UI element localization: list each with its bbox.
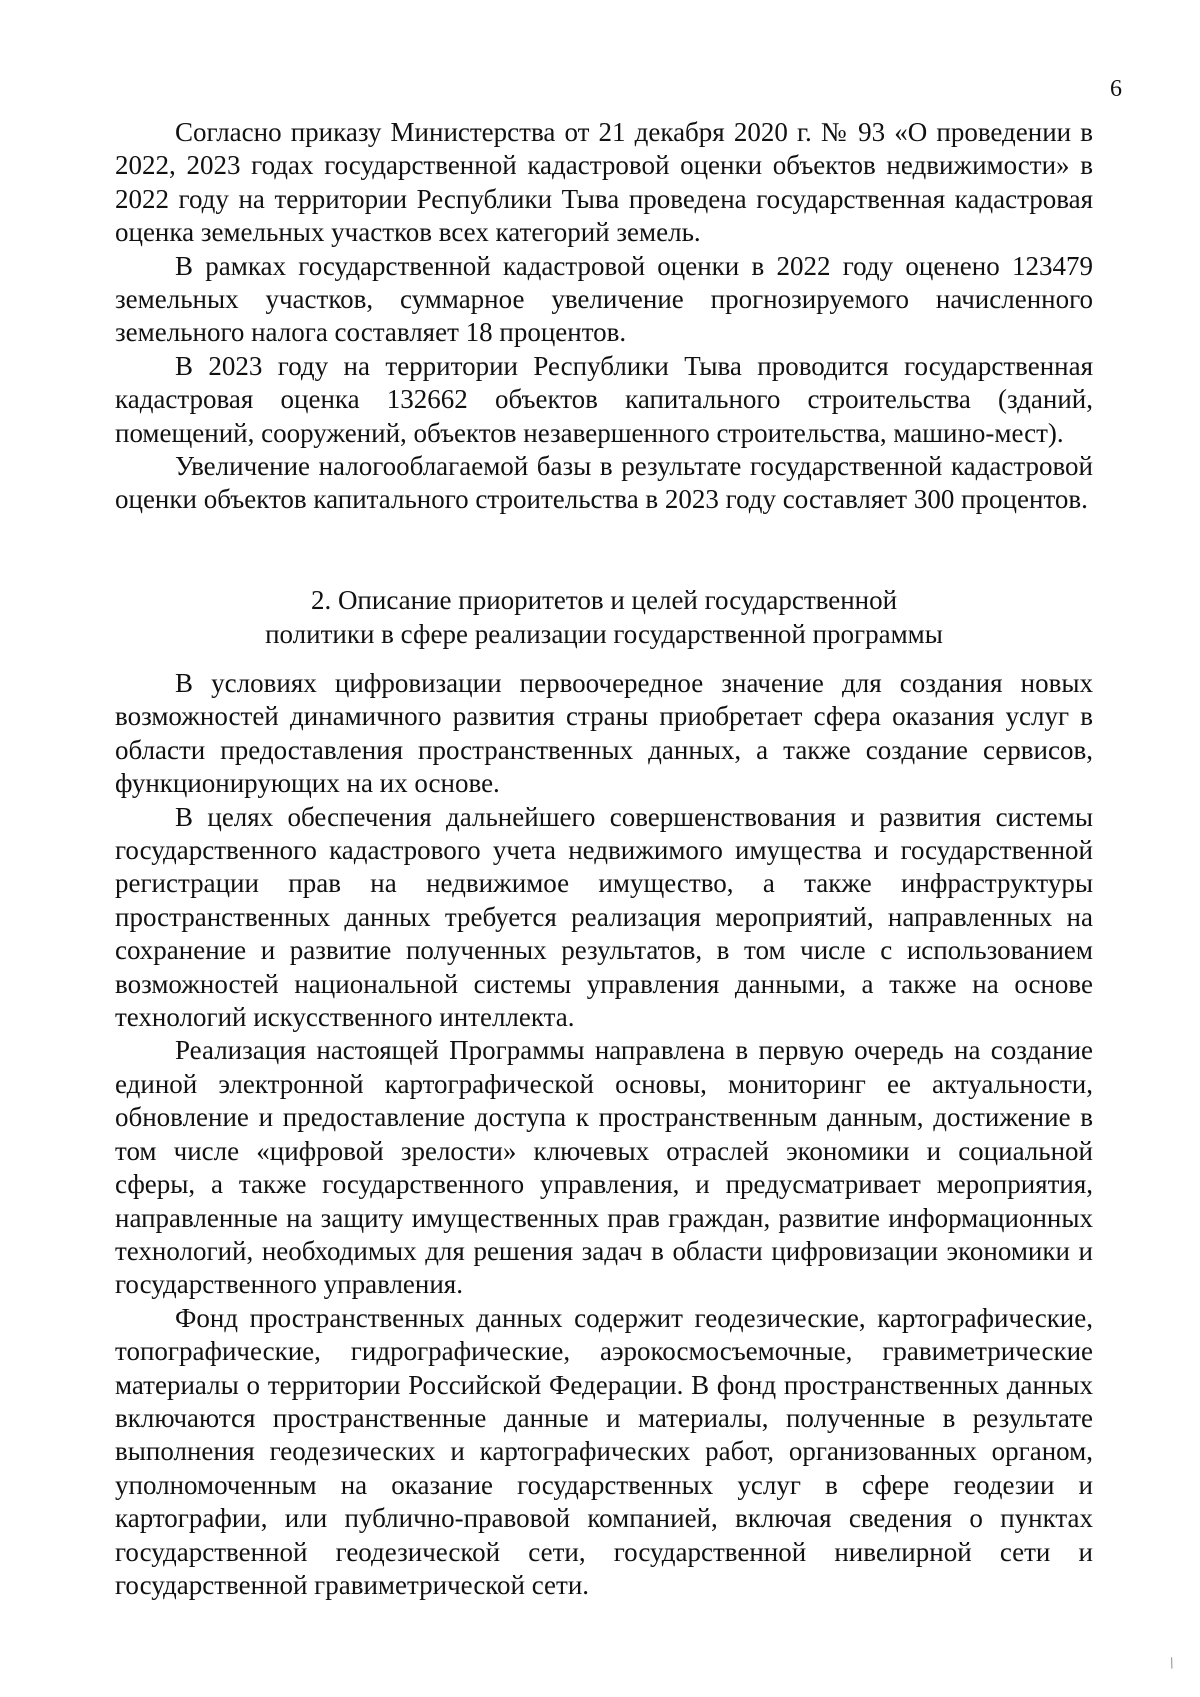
- paragraph-land-plots-2022: В рамках государственной кадастровой оценки в 2022 году оценено 123479 земельных участков, суммарное увеличение прогнозируемого начисленного земельного налога составляет 18 процентов.: [115, 250, 1093, 348]
- paragraph-cadastral-system: В целях обеспечения дальнейшего совершенствования и развития системы государственного кадастрового учета недвижимого имущества и государственной регистрации прав на недвижимое имущество, а также инфраструктуры пространственных данных требуется реализация мероприятий, направленных на сохранение и развитие полученных результатов, в том числе с использованием возможностей национальной системы управления данными, а также на основе технологий искусственного интеллекта.: [115, 801, 1093, 1033]
- paragraph-cadastral-order: Согласно приказу Министерства от 21 декабря 2020 г. № 93 «О проведении в 2022, 2023 годах государственной кадастровой оценки объектов недвижимости» в 2022 году на территории Республики Тыва проведена государственная кадастровая оценка земельных участков всех категорий земель.: [115, 117, 1093, 248]
- section-heading: [115, 583, 1093, 651]
- section-paragraphs: [115, 667, 1093, 1602]
- paragraph-tax-base-increase: Увеличение налогооблагаемой базы в результате государственной кадастровой оценки объектов капитального строительства в 2023 году составляет 300 процентов.: [115, 451, 1093, 515]
- paragraph-capital-objects-2023: В 2023 году на территории Республики Тыва проводится государственная кадастровая оценка 132662 объектов капитального строительства (зданий, помещений, сооружений, объектов незавершенного строительства, машино-мест).: [115, 350, 1093, 448]
- paragraph-digitalization: В условиях цифровизации первоочередное значение для создания новых возможностей динамичного развития страны приобретает сфера оказания услуг в области предоставления пространственных данных, а также создание сервисов, функционирующих на их основе.: [115, 668, 1093, 799]
- paragraph-spatial-data-fund: Фонд пространственных данных содержит геодезические, картографические, топографические, гидрографические, аэрокосмосъемочные, гравиметрические материалы о территории Российской Федерации. В фонд пространственных данных включаются пространственные данные и материалы, полученные в результате выполнения геодезических и картографических работ, организованных органом, уполномоченным на оказание государственных услуг в сфере геодезии и картографии, или публично-правовой компанией, включая сведения о пунктах государственной геодезической сети, государственной нивелирной сети и государственной гравиметрической сети.: [115, 1302, 1093, 1600]
- page-number: 6: [1110, 76, 1122, 102]
- section-heading-line-2: политики в сфере реализации государственной программы: [265, 619, 943, 649]
- intro-paragraphs: [115, 116, 1093, 517]
- section-heading-line-1: 2. Описание приоритетов и целей государственной: [310, 585, 898, 615]
- paragraph-program-goals: Реализация настоящей Программы направлена в первую очередь на создание единой электронной картографической основы, мониторинг ее актуальности, обновление и предоставление доступа к пространственным данным, достижение в том числе «цифровой зрелости» ключевых отраслей экономики и социальной сферы, а также государственного управления, и предусматривает мероприятия, направленные на защиту имущественных прав граждан, развитие информационных технологий, необходимых для решения задач в области цифровизации экономики и государственного управления.: [115, 1035, 1093, 1300]
- scan-mark: /: [1166, 1654, 1177, 1673]
